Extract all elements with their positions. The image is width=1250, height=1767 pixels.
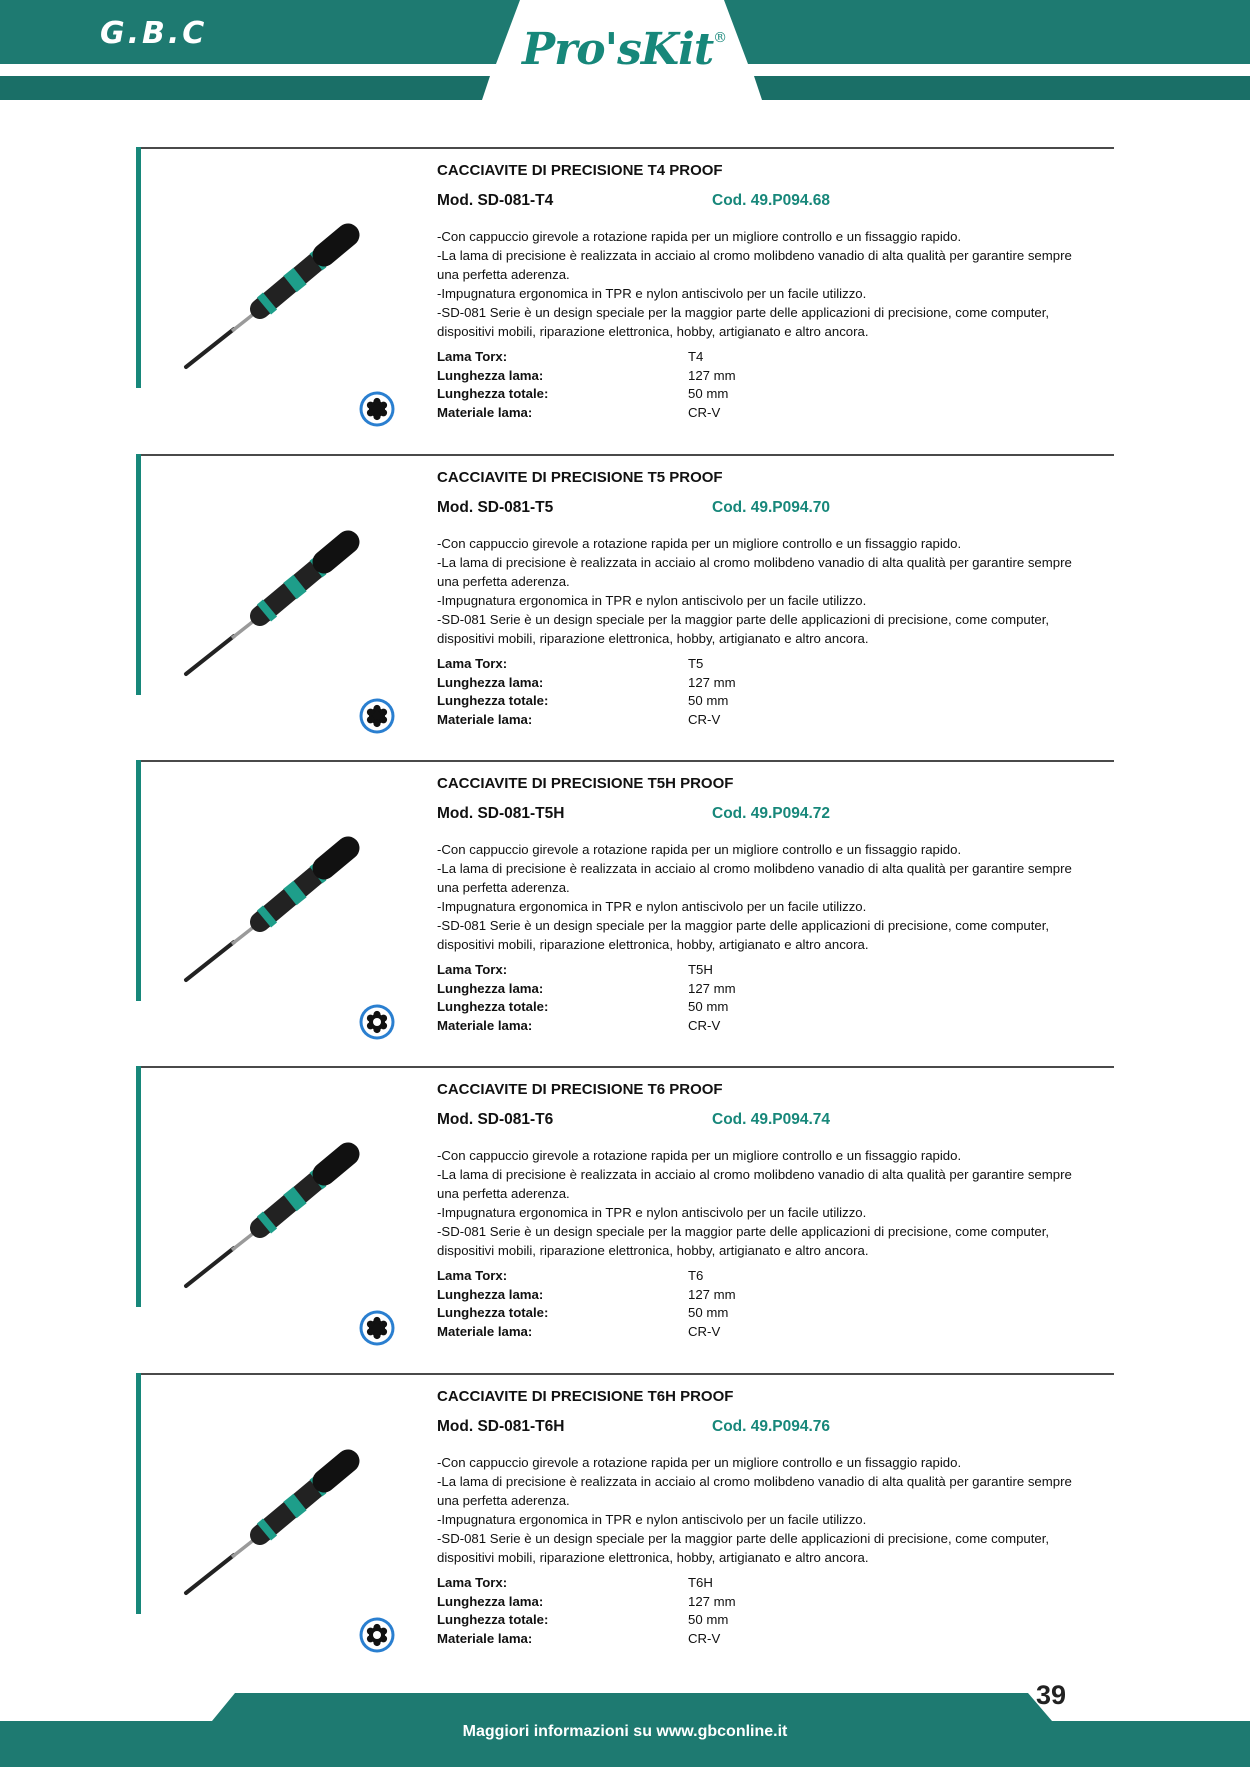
description-line: -La lama di precisione è realizzata in acciaio al cromo molibdeno vanadio di alta qualità per garantire sempre	[437, 1167, 1072, 1182]
spec-value: 127 mm	[688, 980, 736, 996]
description-line: dispositivi mobili, riparazione elettronica, hobby, artigianato e altro ancora.	[437, 1550, 869, 1565]
product-accent-bar	[136, 1373, 141, 1614]
product-description	[437, 227, 1109, 341]
product-block	[136, 1066, 1114, 1372]
description-line: -Con cappuccio girevole a rotazione rapida per un migliore controllo e un fissaggio rapido.	[437, 536, 962, 551]
spec-row	[437, 674, 737, 693]
description-line: dispositivi mobili, riparazione elettronica, hobby, artigianato e altro ancora.	[437, 324, 869, 339]
description-line: -Con cappuccio girevole a rotazione rapida per un migliore controllo e un fissaggio rapido.	[437, 1455, 962, 1470]
spec-table	[437, 348, 737, 422]
product-code: Cod. 49.P094.70	[712, 499, 831, 516]
description-line: una perfetta aderenza.	[437, 1186, 570, 1201]
description-line: -SD-081 Serie è un design speciale per la maggior parte delle applicazioni di precisione, come computer,	[437, 612, 1050, 627]
description-line: -La lama di precisione è realizzata in acciaio al cromo molibdeno vanadio di alta qualità per garantire sempre	[437, 248, 1072, 263]
spec-label: Lunghezza totale:	[437, 1305, 549, 1320]
spec-row	[437, 367, 737, 386]
spec-value: CR-V	[688, 404, 721, 420]
product-accent-bar	[136, 1066, 141, 1307]
spec-table	[437, 1574, 737, 1648]
product-block	[136, 760, 1114, 1066]
spec-value: T4	[688, 349, 704, 364]
spec-row	[437, 1286, 737, 1305]
screwdriver-image	[166, 1433, 366, 1603]
spec-value: 50 mm	[688, 386, 729, 401]
product-divider	[141, 454, 1114, 456]
screwdriver-image	[166, 207, 366, 377]
registered-mark: ®	[713, 30, 727, 46]
product-code: Cod. 49.P094.68	[712, 192, 831, 209]
description-line: -Con cappuccio girevole a rotazione rapida per un migliore controllo e un fissaggio rapido.	[437, 842, 962, 857]
spec-value: 127 mm	[688, 1286, 736, 1302]
spec-label: Lama Torx:	[437, 1575, 508, 1590]
product-model: Mod. SD-081-T5H	[437, 805, 565, 822]
product-accent-bar	[136, 147, 141, 388]
product-accent-bar	[136, 760, 141, 1001]
spec-row	[437, 348, 737, 367]
product-description	[437, 1146, 1109, 1260]
spec-value: 127 mm	[688, 674, 736, 690]
spec-row	[437, 961, 737, 980]
spec-label: Lunghezza lama:	[437, 980, 544, 996]
spec-value: CR-V	[688, 1630, 721, 1646]
spec-row	[437, 1630, 737, 1649]
spec-label: Lama Torx:	[437, 349, 508, 364]
spec-label: Lama Torx:	[437, 962, 508, 977]
product-title: CACCIAVITE DI PRECISIONE T6 PROOF	[437, 1081, 723, 1098]
spec-label: Lama Torx:	[437, 1268, 508, 1283]
spec-label: Materiale lama:	[437, 1323, 533, 1339]
screwdriver-image	[166, 820, 366, 990]
description-line: una perfetta aderenza.	[437, 1493, 570, 1508]
description-line: una perfetta aderenza.	[437, 880, 570, 895]
screwdriver-image	[166, 514, 366, 684]
spec-table	[437, 961, 737, 1035]
product-divider	[141, 147, 1114, 149]
spec-value: 50 mm	[688, 693, 729, 708]
product-title: CACCIAVITE DI PRECISIONE T6H PROOF	[437, 1388, 734, 1405]
product-title: CACCIAVITE DI PRECISIONE T4 PROOF	[437, 162, 723, 179]
product-code: Cod. 49.P094.76	[712, 1418, 831, 1435]
description-line: -Impugnatura ergonomica in TPR e nylon antiscivolo per un facile utilizzo.	[437, 899, 867, 914]
spec-label: Lunghezza totale:	[437, 693, 549, 708]
spec-label: Materiale lama:	[437, 1017, 533, 1033]
product-code: Cod. 49.P094.74	[712, 1111, 831, 1128]
spec-value: CR-V	[688, 711, 721, 727]
description-line: una perfetta aderenza.	[437, 574, 570, 589]
page-number: 39	[1036, 1680, 1067, 1710]
description-line: -SD-081 Serie è un design speciale per la maggior parte delle applicazioni di precisione, come computer,	[437, 918, 1050, 933]
spec-value: CR-V	[688, 1017, 721, 1033]
spec-row	[437, 1593, 737, 1612]
spec-label: Lunghezza totale:	[437, 386, 549, 401]
page-footer	[0, 1690, 1250, 1767]
spec-row	[437, 404, 737, 423]
description-line: dispositivi mobili, riparazione elettronica, hobby, artigianato e altro ancora.	[437, 937, 869, 952]
product-model: Mod. SD-081-T6H	[437, 1418, 565, 1435]
product-divider	[141, 1373, 1114, 1375]
spec-label: Materiale lama:	[437, 404, 533, 420]
product-accent-bar	[136, 454, 141, 695]
description-line: -La lama di precisione è realizzata in acciaio al cromo molibdeno vanadio di alta qualità per garantire sempre	[437, 555, 1072, 570]
spec-value: 50 mm	[688, 999, 729, 1014]
product-block	[136, 147, 1114, 453]
spec-value: T5H	[688, 962, 713, 977]
spec-row	[437, 1611, 737, 1630]
spec-label: Lunghezza lama:	[437, 674, 544, 690]
page-header	[0, 0, 1250, 105]
spec-value: 127 mm	[688, 1593, 736, 1609]
description-line: -SD-081 Serie è un design speciale per la maggior parte delle applicazioni di precisione, come computer,	[437, 305, 1050, 320]
description-line: -Impugnatura ergonomica in TPR e nylon antiscivolo per un facile utilizzo.	[437, 593, 867, 608]
torx-hole-icon	[358, 1003, 396, 1041]
description-line: dispositivi mobili, riparazione elettronica, hobby, artigianato e altro ancora.	[437, 1243, 869, 1258]
spec-row	[437, 385, 737, 404]
torx-icon	[358, 697, 396, 735]
product-description	[437, 534, 1109, 648]
spec-row	[437, 998, 737, 1017]
description-line: -Con cappuccio girevole a rotazione rapida per un migliore controllo e un fissaggio rapido.	[437, 229, 962, 244]
spec-row	[437, 1323, 737, 1342]
description-line: -SD-081 Serie è un design speciale per la maggior parte delle applicazioni di precisione, come computer,	[437, 1531, 1050, 1546]
spec-row	[437, 711, 737, 730]
description-line: -Impugnatura ergonomica in TPR e nylon antiscivolo per un facile utilizzo.	[437, 1512, 867, 1527]
description-line: -La lama di precisione è realizzata in acciaio al cromo molibdeno vanadio di alta qualità per garantire sempre	[437, 861, 1072, 876]
spec-row	[437, 1304, 737, 1323]
spec-value: T5	[688, 656, 704, 671]
spec-label: Lama Torx:	[437, 656, 508, 671]
gbc-logo: G.B.C	[100, 16, 208, 51]
torx-icon	[358, 390, 396, 428]
torx-hole-icon	[358, 1616, 396, 1654]
product-title: CACCIAVITE DI PRECISIONE T5H PROOF	[437, 775, 734, 792]
spec-label: Lunghezza totale:	[437, 999, 549, 1014]
spec-row	[437, 655, 737, 674]
description-line: -SD-081 Serie è un design speciale per la maggior parte delle applicazioni di precisione, come computer,	[437, 1224, 1050, 1239]
product-divider	[141, 1066, 1114, 1068]
description-line: -Con cappuccio girevole a rotazione rapida per un migliore controllo e un fissaggio rapido.	[437, 1148, 962, 1163]
description-line: dispositivi mobili, riparazione elettronica, hobby, artigianato e altro ancora.	[437, 631, 869, 646]
product-model: Mod. SD-081-T5	[437, 499, 554, 516]
product-model: Mod. SD-081-T6	[437, 1111, 554, 1128]
product-description	[437, 1453, 1109, 1567]
product-block	[136, 1373, 1114, 1679]
proskit-logo	[522, 24, 726, 75]
spec-label: Lunghezza lama:	[437, 367, 544, 383]
description-line: una perfetta aderenza.	[437, 267, 570, 282]
spec-label: Materiale lama:	[437, 1630, 533, 1646]
brand-logo-text: Pro'sKit	[522, 24, 714, 75]
product-description	[437, 840, 1109, 954]
screwdriver-image	[166, 1126, 366, 1296]
spec-value: T6	[688, 1268, 704, 1283]
spec-value: 127 mm	[688, 367, 736, 383]
spec-table	[437, 655, 737, 729]
description-line: -Impugnatura ergonomica in TPR e nylon antiscivolo per un facile utilizzo.	[437, 286, 867, 301]
product-divider	[141, 760, 1114, 762]
spec-table	[437, 1267, 737, 1341]
spec-label: Materiale lama:	[437, 711, 533, 727]
description-line: -Impugnatura ergonomica in TPR e nylon antiscivolo per un facile utilizzo.	[437, 1205, 867, 1220]
spec-row	[437, 980, 737, 999]
spec-value: 50 mm	[688, 1612, 729, 1627]
description-line: -La lama di precisione è realizzata in acciaio al cromo molibdeno vanadio di alta qualità per garantire sempre	[437, 1474, 1072, 1489]
spec-value: T6H	[688, 1575, 713, 1590]
product-title: CACCIAVITE DI PRECISIONE T5 PROOF	[437, 469, 723, 486]
spec-row	[437, 1017, 737, 1036]
product-code: Cod. 49.P094.72	[712, 805, 831, 822]
spec-row	[437, 692, 737, 711]
product-model: Mod. SD-081-T4	[437, 192, 554, 209]
torx-icon	[358, 1309, 396, 1347]
spec-label: Lunghezza lama:	[437, 1286, 544, 1302]
spec-row	[437, 1267, 737, 1286]
spec-value: CR-V	[688, 1323, 721, 1339]
product-block	[136, 454, 1114, 760]
spec-value: 50 mm	[688, 1305, 729, 1320]
footer-link[interactable]: Maggiori informazioni su www.gbconline.it	[462, 1723, 788, 1740]
spec-row	[437, 1574, 737, 1593]
spec-label: Lunghezza lama:	[437, 1593, 544, 1609]
spec-label: Lunghezza totale:	[437, 1612, 549, 1627]
